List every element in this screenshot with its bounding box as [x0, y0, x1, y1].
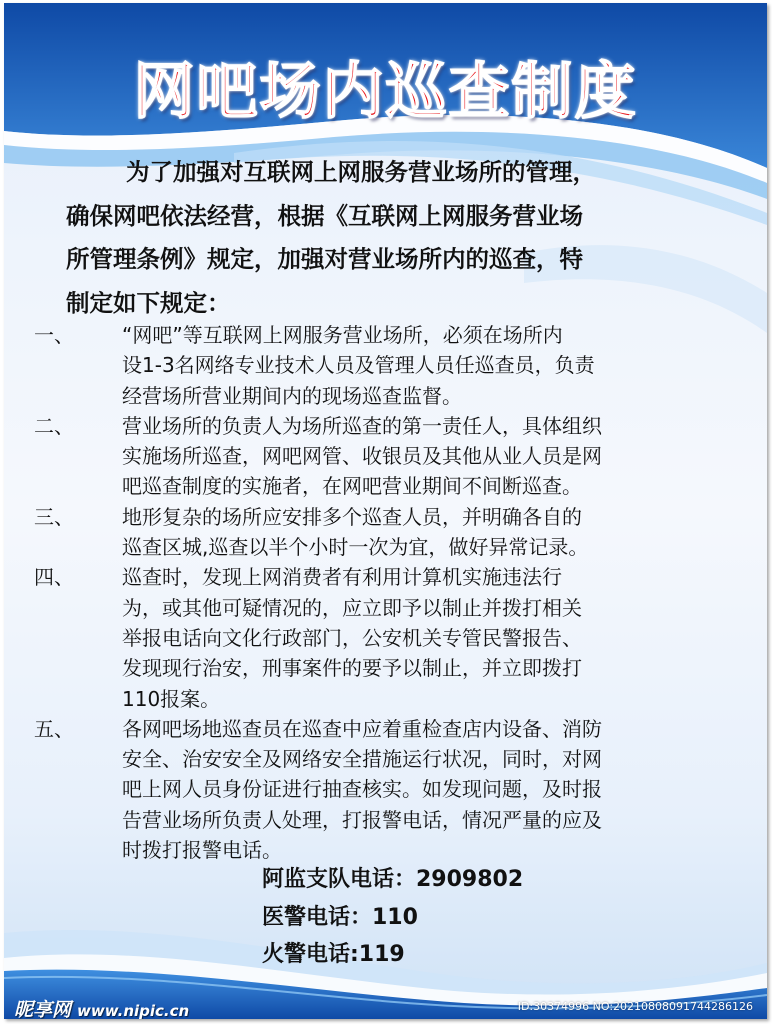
contact-police-line: 阿监支队电话：2909802 [262, 867, 524, 892]
rule-line: 时拨打报警电话。 [122, 838, 282, 863]
rule-line: 实施场所巡查，网吧网管、收银员及其他从业人员是网 [122, 444, 602, 469]
rule-number: 四、 [34, 565, 74, 590]
rule-item-4 [34, 562, 724, 713]
rule-line: 110报案。 [122, 686, 221, 711]
rule-line: 各网吧场地巡查员在巡查中应着重检查店内设备、消防 [122, 716, 602, 741]
rule-line: 吧巡查制度的实施者，在网吧营业期间不间断巡查。 [122, 474, 582, 499]
rule-text [122, 320, 724, 411]
rule-line: 为，或其他可疑情况的，应立即予以制止并拨打相关 [122, 595, 582, 620]
rule-text [122, 714, 724, 865]
rule-line: 告营业场所负责人处理，打报警电话，情况严量的应及 [122, 807, 602, 832]
rule-line: 巡查区城,巡查以半个小时一次为宜，做好异常记录。 [122, 535, 589, 560]
rule-line: 营业场所的负责人为场所巡查的第一责任人，具体组织 [122, 413, 602, 438]
rule-text [122, 411, 724, 502]
watermark-site-name: 昵享网 [14, 999, 72, 1019]
rule-number: 一、 [34, 323, 74, 347]
rule-text [122, 562, 724, 713]
rule-line: “网吧”等互联网上网服务营业场所，必须在场所内 [122, 323, 563, 347]
intro-paragraph [66, 151, 716, 325]
rule-item-3 [34, 502, 724, 563]
rule-line: 发现现行治安，刑事案件的要予以制止，并立即拨打 [122, 656, 582, 681]
rule-line: 安全、治安安全及网络安全措施运行状况，同时，对网 [122, 747, 602, 772]
watermark-id: ID:30374996 NO:20210808091744286126 [517, 1000, 753, 1013]
poster [4, 3, 767, 1019]
rule-line: 地形复杂的场所应安排多个巡查人员，并明确各自的 [122, 504, 582, 529]
intro-line: 制定如下规定： [66, 288, 231, 317]
intro-line: 所管理条例》规定，加强对营业场所内的巡查，特 [66, 245, 583, 273]
rule-number: 五、 [34, 716, 74, 741]
contact-list [262, 861, 523, 974]
rule-item-5 [34, 714, 724, 865]
rule-item-1 [34, 320, 724, 411]
watermark-url: www.nipic.cn [77, 1002, 190, 1019]
watermark-logo [14, 995, 189, 1019]
rule-line: 经营场所营业期间内的现场巡查监督。 [122, 383, 462, 408]
rule-item-2 [34, 411, 724, 502]
rule-number: 二、 [34, 413, 74, 438]
intro-line: 为了加强对互联网上网服务营业场所的管理， [126, 158, 596, 186]
contact-medical-line: 医警电话：110 [262, 904, 418, 930]
rule-line: 举报电话向文化行政部门，公安机关专管民警报告、 [122, 625, 582, 650]
poster-title: 网吧场内巡查制度 [133, 56, 638, 127]
rule-text [122, 502, 724, 563]
intro-line: 确保网吧依法经营，根据《互联网上网服务营业场 [66, 201, 583, 230]
rule-line: 巡查时，发现上网消费者有利用计算机实施违法行 [122, 565, 562, 590]
rule-number: 三、 [34, 504, 74, 529]
rules-list [34, 320, 724, 865]
rule-line: 设1-3名网络专业技术人员及管理人员任巡查员，负责 [122, 353, 595, 378]
rule-line: 吧上网人员身份证进行抽查核实。如发现问题，及时报 [122, 777, 602, 802]
contact-fire-line: 火警电话:119 [262, 942, 405, 967]
